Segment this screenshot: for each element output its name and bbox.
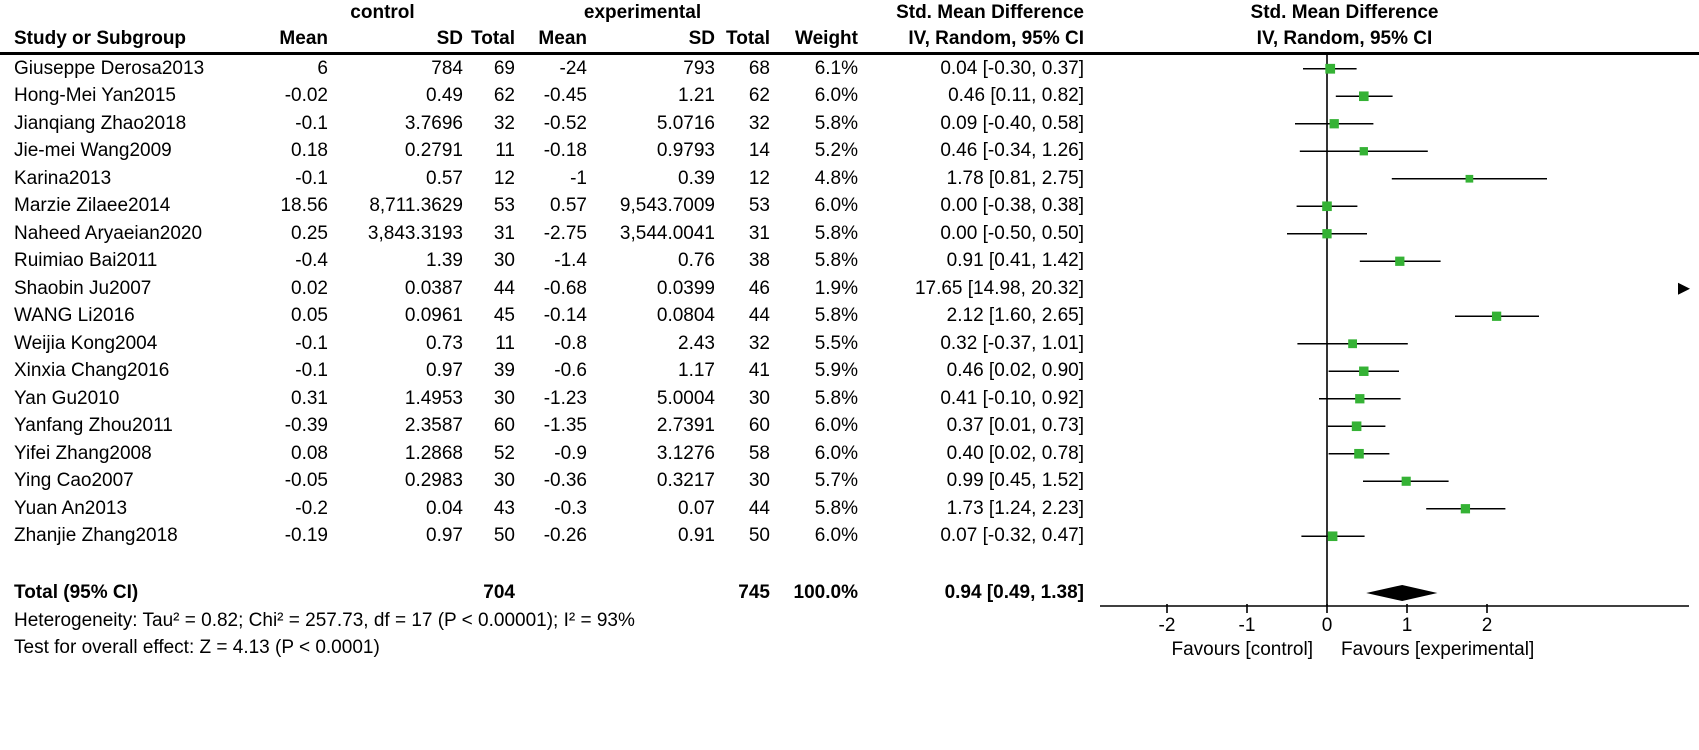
- experimental-mean-cell: -0.36: [543, 470, 587, 492]
- effect-marker: [1359, 367, 1368, 376]
- study-name: Weijia Kong2004: [14, 332, 158, 354]
- control-total-cell: 60: [493, 415, 515, 437]
- study-name: Hong-Mei Yan2015: [14, 85, 176, 107]
- control-total-cell: 32: [493, 112, 515, 134]
- experimental-sd-cell: 0.76: [678, 250, 715, 272]
- experimental-sd-cell: 2.7391: [656, 415, 715, 437]
- control-total-header: Total: [471, 28, 515, 49]
- weight-cell: 5.8%: [814, 250, 858, 272]
- weight-cell: 5.8%: [814, 497, 858, 519]
- control-sd-cell: 0.49: [426, 85, 463, 107]
- experimental-total-cell: 32: [748, 332, 770, 354]
- experimental-total-cell: 44: [748, 497, 770, 519]
- ci-plot-header: IV, Random, 95% CI: [1256, 28, 1433, 49]
- effect-marker: [1466, 175, 1474, 183]
- control-mean-cell: -0.05: [284, 470, 328, 492]
- control-sd-cell: 0.57: [426, 167, 463, 189]
- ci-text-cell: 0.46 [-0.34, 1.26]: [940, 140, 1084, 162]
- weight-cell: 5.8%: [814, 387, 858, 409]
- experimental-sd-cell: 0.9793: [656, 140, 715, 162]
- ci-text-cell: 0.99 [0.45, 1.52]: [946, 470, 1084, 492]
- experimental-mean-cell: -0.68: [543, 277, 587, 299]
- study-name: Jie-mei Wang2009: [14, 140, 172, 162]
- effect-marker: [1395, 257, 1404, 266]
- weight-cell: 5.8%: [814, 112, 858, 134]
- experimental-total-header: Total: [726, 28, 770, 49]
- axis-tick-label: 1: [1401, 615, 1413, 636]
- experimental-sd-cell: 0.07: [678, 497, 715, 519]
- experimental-mean-cell: -24: [559, 57, 587, 79]
- weight-cell: 1.9%: [814, 277, 858, 299]
- control-total-cell: 53: [493, 195, 515, 217]
- experimental-total-cell: 32: [748, 112, 770, 134]
- ci-text-cell: 0.00 [-0.38, 0.38]: [940, 195, 1084, 217]
- weight-cell: 6.0%: [814, 85, 858, 107]
- experimental-mean-cell: -0.9: [554, 442, 587, 464]
- weight-cell: 6.1%: [814, 57, 858, 79]
- study-name: Yuan An2013: [14, 497, 128, 519]
- study-name: Yifei Zhang2008: [14, 442, 152, 464]
- study-column-header: Study or Subgroup: [14, 28, 187, 49]
- ci-text-header: IV, Random, 95% CI: [908, 28, 1084, 49]
- control-group-header: control: [350, 2, 415, 23]
- experimental-mean-cell: -0.26: [543, 525, 587, 547]
- control-total-cell: 50: [493, 525, 515, 547]
- experimental-total-cell: 12: [748, 167, 770, 189]
- experimental-sd-cell: 2.43: [678, 332, 715, 354]
- control-total-cell: 30: [493, 387, 515, 409]
- study-name: Ruimiao Bai2011: [14, 250, 158, 272]
- control-sd-cell: 3,843.3193: [367, 222, 463, 244]
- effect-marker: [1328, 531, 1338, 541]
- experimental-sd-cell: 0.0399: [656, 277, 715, 299]
- experimental-sd-cell: 0.39: [678, 167, 715, 189]
- control-total-cell: 11: [495, 332, 515, 354]
- effect-marker: [1354, 449, 1364, 459]
- effect-marker: [1359, 91, 1369, 101]
- control-mean-cell: -0.1: [295, 360, 328, 382]
- weight-cell: 5.9%: [814, 360, 858, 382]
- weight-cell: 5.5%: [814, 332, 858, 354]
- weight-cell: 4.8%: [814, 167, 858, 189]
- control-sd-cell: 0.73: [426, 332, 463, 354]
- experimental-total-cell: 14: [748, 140, 770, 162]
- ci-text-cell: 0.00 [-0.50, 0.50]: [940, 222, 1084, 244]
- weight-cell: 5.2%: [814, 140, 858, 162]
- experimental-mean-cell: -1: [570, 167, 587, 189]
- control-total-cell: 31: [493, 222, 515, 244]
- control-total-cell: 52: [493, 442, 515, 464]
- study-name: Giuseppe Derosa2013: [14, 57, 205, 79]
- experimental-mean-cell: -0.6: [554, 360, 587, 382]
- control-sd-cell: 1.39: [426, 250, 463, 272]
- total-experimental-n: 745: [738, 582, 770, 603]
- control-sd-cell: 1.4953: [404, 387, 463, 409]
- control-mean-cell: -0.1: [295, 112, 328, 134]
- control-total-cell: 11: [495, 140, 515, 162]
- overall-effect-note: Test for overall effect: Z = 4.13 (P < 0.0001): [14, 637, 380, 658]
- control-total-cell: 44: [493, 277, 515, 299]
- control-mean-cell: -0.02: [284, 85, 328, 107]
- study-name: Xinxia Chang2016: [14, 360, 170, 382]
- control-total-cell: 69: [493, 57, 515, 79]
- experimental-sd-cell: 5.0716: [656, 112, 715, 134]
- experimental-mean-cell: -1.35: [543, 415, 587, 437]
- ci-text-cell: 2.12 [1.60, 2.65]: [946, 305, 1084, 327]
- effect-marker: [1322, 229, 1331, 238]
- study-name: WANG Li2016: [14, 305, 135, 327]
- experimental-sd-cell: 0.91: [678, 525, 715, 547]
- total-ci-text: 0.94 [0.49, 1.38]: [944, 582, 1084, 603]
- ci-text-cell: 17.65 [14.98, 20.32]: [914, 277, 1084, 299]
- weight-cell: 5.8%: [814, 222, 858, 244]
- ci-text-cell: 0.37 [0.01, 0.73]: [946, 415, 1084, 437]
- control-total-cell: 12: [493, 167, 515, 189]
- experimental-mean-cell: -2.75: [543, 222, 587, 244]
- control-total-cell: 39: [493, 360, 515, 382]
- favours-experimental-label: Favours [experimental]: [1341, 639, 1535, 660]
- smd-text-column-header: Std. Mean Difference: [896, 2, 1084, 23]
- control-mean-cell: 0.02: [291, 277, 328, 299]
- ci-text-cell: 0.91 [0.41, 1.42]: [946, 250, 1084, 272]
- control-sd-cell: 8,711.3629: [369, 195, 463, 217]
- control-mean-cell: -0.4: [295, 250, 328, 272]
- control-sd-cell: 0.0961: [404, 305, 463, 327]
- control-sd-cell: 0.0387: [404, 277, 463, 299]
- control-mean-cell: 0.08: [291, 442, 328, 464]
- ci-text-cell: 0.40 [0.02, 0.78]: [946, 442, 1084, 464]
- control-mean-cell: 0.31: [291, 387, 328, 409]
- experimental-mean-cell: -0.8: [554, 332, 587, 354]
- experimental-total-cell: 41: [748, 360, 770, 382]
- experimental-total-cell: 62: [748, 85, 770, 107]
- experimental-sd-cell: 0.0804: [656, 305, 715, 327]
- weight-header: Weight: [795, 28, 858, 49]
- axis-tick-label: -1: [1238, 615, 1256, 636]
- control-total-cell: 45: [493, 305, 515, 327]
- offscale-arrow-right: [1678, 283, 1690, 295]
- weight-cell: 6.0%: [814, 195, 858, 217]
- control-mean-cell: -0.2: [295, 497, 328, 519]
- effect-marker: [1402, 477, 1411, 486]
- study-name: Karina2013: [14, 167, 112, 189]
- total-diamond: [1366, 585, 1437, 601]
- total-weight: 100.0%: [793, 582, 858, 603]
- experimental-mean-cell: -0.45: [543, 85, 587, 107]
- experimental-sd-cell: 9,543.7009: [619, 195, 715, 217]
- control-mean-cell: 0.25: [291, 222, 328, 244]
- control-total-cell: 43: [493, 497, 515, 519]
- control-sd-cell: 0.97: [426, 525, 463, 547]
- effect-marker: [1492, 312, 1501, 321]
- effect-marker: [1352, 421, 1362, 431]
- control-mean-cell: -0.19: [284, 525, 328, 547]
- weight-cell: 6.0%: [814, 442, 858, 464]
- study-name: Yanfang Zhou2011: [14, 415, 173, 437]
- experimental-mean-cell: -1.23: [543, 387, 587, 409]
- control-sd-header: SD: [436, 28, 463, 49]
- experimental-total-cell: 30: [748, 387, 770, 409]
- effect-marker: [1348, 339, 1357, 348]
- experimental-sd-cell: 793: [683, 57, 715, 79]
- experimental-mean-cell: -0.52: [543, 112, 587, 134]
- experimental-total-cell: 30: [748, 470, 770, 492]
- control-sd-cell: 0.97: [426, 360, 463, 382]
- ci-text-cell: 1.73 [1.24, 2.23]: [946, 497, 1084, 519]
- ci-text-cell: 1.78 [0.81, 2.75]: [946, 167, 1084, 189]
- control-mean-cell: 0.18: [291, 140, 328, 162]
- control-mean-cell: 0.05: [291, 305, 328, 327]
- experimental-total-cell: 58: [748, 442, 770, 464]
- experimental-sd-cell: 3.1276: [656, 442, 715, 464]
- effect-marker: [1461, 504, 1470, 513]
- control-sd-cell: 0.2983: [404, 470, 463, 492]
- weight-cell: 6.0%: [814, 415, 858, 437]
- control-mean-cell: 6: [317, 57, 328, 79]
- ci-text-cell: 0.41 [-0.10, 0.92]: [940, 387, 1084, 409]
- axis-tick-label: 0: [1321, 615, 1333, 636]
- axis-tick-label: -2: [1158, 615, 1176, 636]
- experimental-mean-cell: -0.18: [543, 140, 587, 162]
- control-mean-cell: -0.1: [295, 167, 328, 189]
- control-sd-cell: 2.3587: [404, 415, 463, 437]
- experimental-mean-header: Mean: [538, 28, 587, 49]
- experimental-mean-cell: -1.4: [554, 250, 587, 272]
- weight-cell: 5.8%: [814, 305, 858, 327]
- experimental-mean-cell: -0.3: [554, 497, 587, 519]
- weight-cell: 5.7%: [814, 470, 858, 492]
- study-name: Marzie Zilaee2014: [14, 195, 171, 217]
- experimental-group-header: experimental: [583, 2, 702, 23]
- axis-tick-label: 2: [1481, 615, 1493, 636]
- control-mean-cell: -0.1: [295, 332, 328, 354]
- control-mean-cell: 18.56: [280, 195, 328, 217]
- weight-cell: 6.0%: [814, 525, 858, 547]
- ci-text-cell: 0.09 [-0.40, 0.58]: [940, 112, 1084, 134]
- effect-marker: [1355, 394, 1364, 403]
- control-total-cell: 62: [493, 85, 515, 107]
- study-name: Ying Cao2007: [14, 470, 134, 492]
- ci-text-cell: 0.46 [0.11, 0.82]: [948, 85, 1084, 107]
- experimental-mean-cell: 0.57: [550, 195, 587, 217]
- control-sd-cell: 0.04: [426, 497, 463, 519]
- control-sd-cell: 0.2791: [404, 140, 463, 162]
- smd-plot-column-header: Std. Mean Difference: [1250, 2, 1439, 23]
- control-sd-cell: 3.7696: [404, 112, 463, 134]
- experimental-total-cell: 46: [748, 277, 770, 299]
- total-label: Total (95% CI): [14, 582, 139, 603]
- ci-text-cell: 0.04 [-0.30, 0.37]: [940, 57, 1084, 79]
- study-name: Shaobin Ju2007: [14, 277, 152, 299]
- effect-marker: [1330, 119, 1339, 128]
- ci-text-cell: 0.07 [-0.32, 0.47]: [940, 525, 1084, 547]
- ci-text-cell: 0.46 [0.02, 0.90]: [946, 360, 1084, 382]
- experimental-total-cell: 53: [748, 195, 770, 217]
- experimental-sd-header: SD: [688, 28, 715, 49]
- experimental-total-cell: 68: [748, 57, 770, 79]
- experimental-total-cell: 38: [748, 250, 770, 272]
- study-name: Jianqiang Zhao2018: [14, 112, 187, 134]
- control-total-cell: 30: [493, 250, 515, 272]
- effect-marker: [1322, 201, 1332, 211]
- experimental-sd-cell: 3,544.0041: [619, 222, 715, 244]
- experimental-sd-cell: 5.0004: [656, 387, 715, 409]
- effect-marker: [1360, 147, 1368, 155]
- heterogeneity-note: Heterogeneity: Tau² = 0.82; Chi² = 257.73, df = 17 (P < 0.00001); I² = 93%: [14, 610, 635, 631]
- experimental-sd-cell: 1.17: [678, 360, 715, 382]
- effect-marker: [1325, 64, 1335, 74]
- control-total-cell: 30: [493, 470, 515, 492]
- experimental-total-cell: 31: [748, 222, 770, 244]
- experimental-total-cell: 50: [748, 525, 770, 547]
- ci-text-cell: 0.32 [-0.37, 1.01]: [940, 332, 1084, 354]
- experimental-total-cell: 44: [748, 305, 770, 327]
- study-name: Zhanjie Zhang2018: [14, 525, 178, 547]
- control-sd-cell: 1.2868: [404, 442, 463, 464]
- forest-plot-canvas: [1090, 0, 1699, 680]
- control-sd-cell: 784: [431, 57, 463, 79]
- experimental-total-cell: 60: [748, 415, 770, 437]
- experimental-sd-cell: 0.3217: [656, 470, 715, 492]
- control-mean-header: Mean: [279, 28, 328, 49]
- study-name: Yan Gu2010: [14, 387, 120, 409]
- favours-control-label: Favours [control]: [1171, 639, 1313, 660]
- total-control-n: 704: [483, 582, 515, 603]
- experimental-mean-cell: -0.14: [543, 305, 587, 327]
- experimental-sd-cell: 1.21: [678, 85, 715, 107]
- study-name: Naheed Aryaeian2020: [14, 222, 203, 244]
- control-mean-cell: -0.39: [284, 415, 328, 437]
